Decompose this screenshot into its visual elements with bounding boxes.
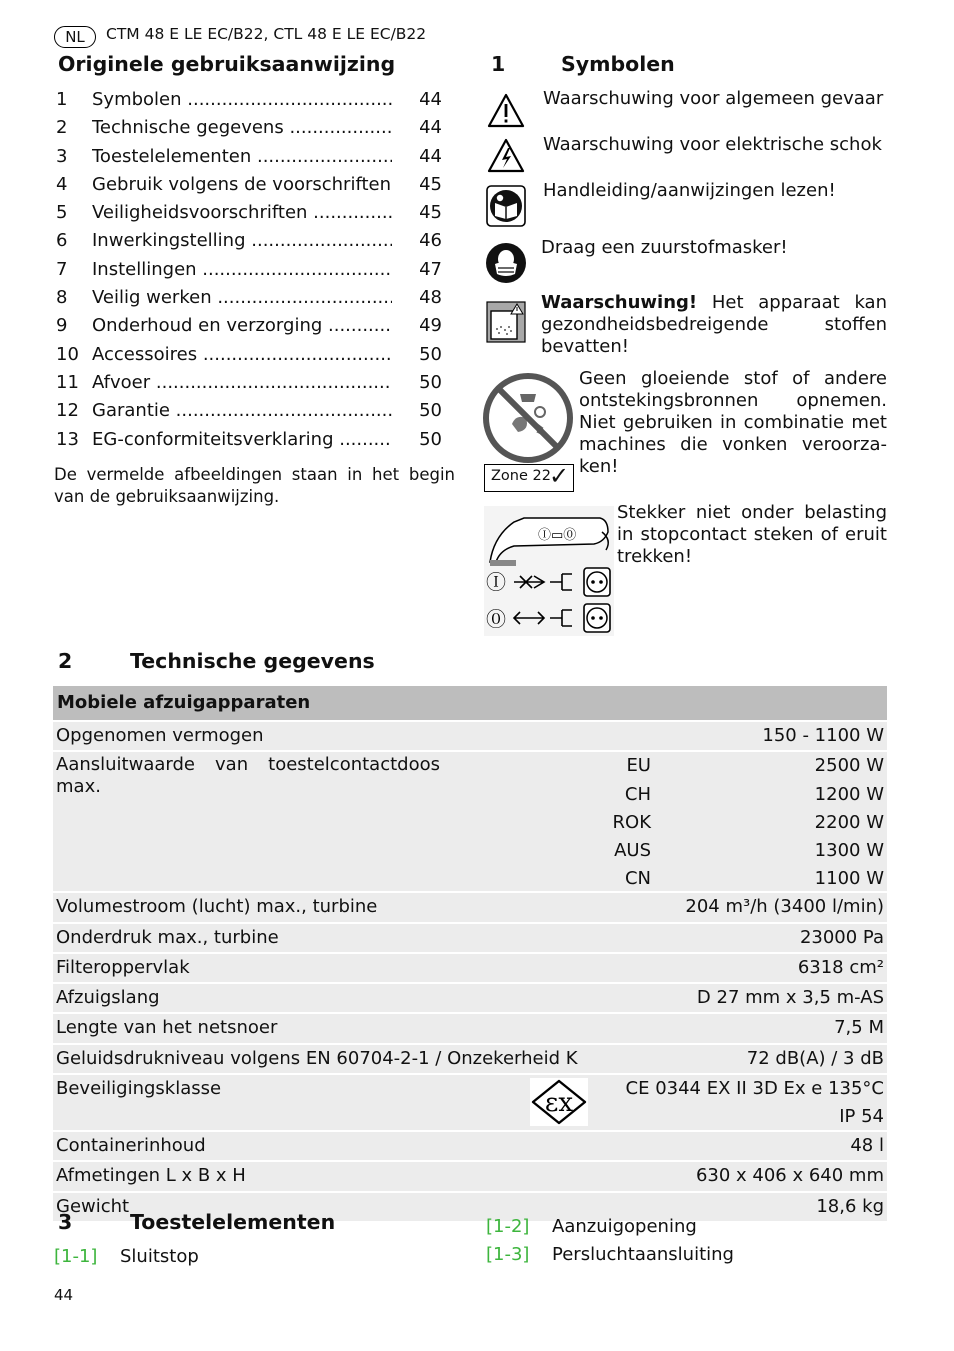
toc-item[interactable]	[54, 171, 442, 199]
toc-item[interactable]	[54, 341, 442, 369]
svg-text:Ⓘ▭⓪: Ⓘ▭⓪	[538, 528, 577, 543]
zone-label: Zone 22	[491, 468, 551, 484]
hazard-text	[541, 292, 887, 358]
toc-item[interactable]	[54, 143, 442, 171]
row-label: Filteroppervlak	[56, 956, 190, 978]
toc-label: EG-conformiteitsverklaring .....	[92, 426, 392, 454]
toc-label: Veilig werken .....	[92, 284, 392, 312]
section-title: Symbolen	[561, 52, 675, 76]
toc-label: Veiligheidsvoorschriften .....	[92, 199, 392, 227]
row-value: 204 m³/h (3400 l/min)	[685, 896, 884, 918]
hazard-bold: Waarschuwing!	[541, 292, 698, 313]
svg-text:εx: εx	[544, 1088, 574, 1119]
toc-number: 13	[56, 428, 79, 450]
svg-text:Ⓘ: Ⓘ	[486, 570, 506, 594]
no-ignition-text: Geen gloeiende stof of andere ontstekingsbronnen opnemen. Niet gebruiken in combinatie met machines die vonken veroorza-ken!	[579, 368, 887, 477]
table-row	[53, 982, 887, 1012]
toc-page: 50	[392, 369, 442, 397]
toc-number: 7	[56, 258, 68, 280]
row-value: 7,5 M	[834, 1017, 884, 1039]
table-row	[53, 1043, 887, 1073]
toc-page: 47	[392, 256, 442, 284]
toc-label: Technische gegevens .....	[92, 114, 392, 142]
general-danger-text: Waarschuwing voor algemeen gevaar	[543, 88, 884, 109]
toc-label: Gebruik volgens de voorschriften .....	[92, 171, 444, 199]
section-number: 2	[58, 649, 73, 673]
page-number: 44	[54, 1286, 74, 1304]
table-header: Mobiele afzuigapparaten	[53, 686, 887, 720]
toc-page: 44	[392, 86, 442, 114]
toc-page: 45	[392, 199, 442, 227]
check-icon: ✓	[549, 462, 570, 490]
section-title: Technische gegevens	[130, 649, 375, 673]
row-value: 6318 cm²	[797, 956, 884, 978]
table-row	[53, 1160, 887, 1190]
warning-triangle-icon	[486, 92, 526, 135]
toc-number: 10	[56, 343, 79, 365]
toc-number: 12	[56, 400, 79, 422]
toc-page: 50	[392, 341, 442, 369]
mask-text: Draag een zuurstofmasker!	[541, 237, 788, 258]
row-value: 2500 W	[814, 755, 884, 777]
row-value: 150 - 1100 W	[762, 725, 884, 746]
row-value: D 27 mm x 3,5 m-AS	[696, 987, 884, 1009]
toc-page: 48	[392, 284, 442, 312]
hazardous-dust-icon	[486, 301, 526, 348]
row-label: Aansluitwaarde van toestelcontactdoos max.	[56, 754, 440, 798]
figure-reference[interactable]: [1-2]	[486, 1216, 530, 1237]
electric-shock-icon	[486, 137, 526, 180]
toc-label: Garantie .....	[92, 397, 392, 425]
row-label: Containerinhoud	[56, 1135, 206, 1157]
toc-label: Onderhoud en verzorging .....	[92, 312, 392, 340]
row-value: 18,6 kg	[816, 1195, 884, 1217]
row-label: Volumestroom (lucht) max., turbine	[56, 896, 378, 918]
electric-shock-text: Waarschuwing voor elektrische schok	[543, 134, 882, 155]
toc-item[interactable]	[54, 284, 442, 312]
table-of-contents	[54, 86, 442, 454]
section-number: 1	[491, 52, 506, 76]
row-value: 630 x 406 x 640 mm	[695, 1165, 884, 1187]
technical-data-table	[53, 686, 887, 1221]
row-label: Opgenomen vermogen	[56, 725, 264, 746]
toc-item[interactable]	[54, 256, 442, 284]
region-label: CN	[624, 868, 651, 890]
row-value: 72 dB(A) / 3 dB	[746, 1047, 884, 1069]
toc-number: 6	[56, 230, 68, 252]
toc-item[interactable]	[54, 369, 442, 397]
row-value: 1100 W	[814, 868, 884, 890]
toc-page: 44	[392, 114, 442, 142]
toc-number: 3	[56, 145, 68, 167]
figure-reference[interactable]: [1-3]	[486, 1244, 530, 1265]
read-manual-icon	[486, 185, 526, 232]
toc-item[interactable]	[54, 199, 442, 227]
row-label: Onderdruk max., turbine	[56, 926, 279, 948]
row-label: Beveiligingsklasse	[56, 1078, 222, 1100]
region-label: AUS	[614, 840, 651, 862]
manual-title: Originele gebruiksaanwijzing	[58, 52, 396, 76]
toc-number: 2	[56, 117, 68, 139]
toc-label: Symbolen .....	[92, 86, 392, 114]
region-label: CH	[624, 783, 651, 805]
toc-page: 44	[392, 143, 442, 171]
toc-number: 9	[56, 315, 68, 337]
figure-reference[interactable]: [1-1]	[54, 1246, 98, 1267]
element-label: Persluchtaansluiting	[552, 1244, 734, 1265]
toc-item[interactable]	[54, 86, 442, 114]
toc-label: Instellingen .....	[92, 256, 392, 284]
section-title: Toestelelementen	[130, 1210, 336, 1234]
toc-number: 5	[56, 202, 68, 224]
table-row	[53, 1073, 887, 1130]
region-label: ROK	[612, 811, 651, 833]
toc-page: 50	[392, 397, 442, 425]
row-value: CE 0344 EX II 3D Ex e 135°C	[625, 1078, 884, 1100]
toc-label: Accessoires .....	[92, 341, 392, 369]
ex-explosion-icon	[530, 1078, 588, 1131]
toc-number: 8	[56, 287, 68, 309]
row-label: Lengte van het netsnoer	[56, 1017, 278, 1039]
toc-page: 50	[392, 426, 442, 454]
table-row	[53, 922, 887, 952]
element-label: Aanzuigopening	[552, 1216, 697, 1237]
toc-item[interactable]	[54, 227, 442, 255]
region-label: EU	[626, 755, 651, 777]
toc-number: 1	[56, 89, 68, 110]
toc-item[interactable]	[54, 114, 442, 142]
toc-page: 45	[392, 171, 442, 199]
no-ignition-icon	[482, 372, 574, 469]
toc-label: Afvoer .....	[92, 369, 392, 397]
plug-warning-icon	[484, 506, 614, 641]
list-item	[486, 1216, 697, 1237]
table-row	[53, 1130, 887, 1160]
toc-item[interactable]	[54, 397, 442, 425]
row-value: 48 l	[850, 1135, 884, 1157]
read-manual-text: Handleiding/aanwijzingen lezen!	[543, 180, 836, 201]
table-row	[53, 1012, 887, 1042]
hazard-body: Het apparaat kan gezondheidsbedreigende stoffen bevatten!	[541, 292, 887, 357]
toc-note: De vermelde afbeeldingen staan in het begin van de gebruiksaanwijzing.	[54, 465, 455, 506]
zone-22-badge	[484, 464, 574, 492]
plug-text: Stekker niet onder belasting in stopcontact steken of eruit trekken!	[617, 502, 887, 567]
toc-label: Toestelelementen .....	[92, 143, 392, 171]
row-label: Afzuigslang	[56, 987, 160, 1009]
table-row	[53, 891, 887, 921]
language-badge: NL	[54, 26, 96, 48]
toc-number: 4	[56, 173, 68, 195]
toc-page: 46	[392, 227, 442, 255]
row-value: 23000 Pa	[799, 926, 884, 948]
svg-text:⓪: ⓪	[486, 607, 506, 631]
toc-item[interactable]	[54, 426, 442, 454]
mask-icon	[485, 242, 527, 289]
toc-number: 11	[56, 371, 79, 393]
element-label: Sluitstop	[120, 1246, 199, 1267]
row-value: 1300 W	[814, 840, 884, 862]
table-row	[53, 952, 887, 982]
row-label: Geluidsdrukniveau volgens EN 60704-2-1 / Onzekerheid K	[56, 1047, 578, 1069]
toc-label: Inwerkingstelling .....	[92, 227, 392, 255]
list-item	[486, 1244, 734, 1265]
model-title: CTM 48 E LE EC/B22, CTL 48 E LE EC/B22	[106, 25, 427, 43]
table-row	[53, 720, 887, 750]
row-label: Afmetingen L x B x H	[56, 1165, 246, 1187]
row-value: 1200 W	[814, 783, 884, 805]
toc-page: 49	[392, 312, 442, 340]
row-label: Gewicht	[56, 1195, 130, 1217]
section-number: 3	[58, 1210, 73, 1234]
row-value: 2200 W	[814, 811, 884, 833]
toc-item[interactable]	[54, 312, 442, 340]
list-item	[54, 1246, 199, 1267]
table-row	[53, 750, 887, 891]
row-value: IP 54	[839, 1106, 884, 1128]
